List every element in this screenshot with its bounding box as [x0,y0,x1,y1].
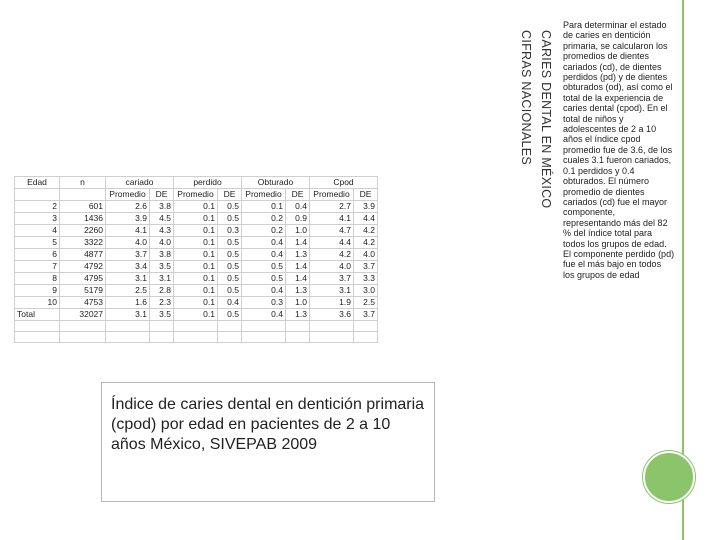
cell-cpod-de: 4.4 [354,213,378,225]
cell-n: 4795 [60,273,106,285]
cell-edad: 5 [15,237,60,249]
cell-obturado-de: 1.0 [286,225,310,237]
cell-cpod-promedio: 4.7 [310,225,354,237]
accent-circle [643,451,695,503]
subheader-empty [60,189,106,201]
cell-cariado-promedio: 2.5 [106,285,150,297]
cell-obturado-promedio: 0.5 [242,261,286,273]
cell-n: 4877 [60,249,106,261]
cell-cariado-promedio: 3.7 [106,249,150,261]
cell-cpod-de: 3.0 [354,285,378,297]
caries-table [14,176,378,343]
cell-obturado-promedio: 0.2 [242,213,286,225]
header-cariado: cariado [106,177,174,189]
cell-edad: 9 [15,285,60,297]
cell-cpod-de: 3.9 [354,201,378,213]
subheader-promedio: Promedio [174,189,218,201]
header-cpod: Cpod [310,177,378,189]
table-row [15,261,378,273]
cell-cariado-promedio: 3.9 [106,213,150,225]
cell-perdido-de: 0.5 [218,261,242,273]
total-cariado-de: 3.5 [150,309,174,321]
header-perdido: perdido [174,177,242,189]
cell-cariado-promedio: 3.4 [106,261,150,273]
cell-perdido-promedio: 0.1 [174,225,218,237]
cell-perdido-promedio: 0.1 [174,273,218,285]
header-obturado: Obturado [242,177,310,189]
table-row [15,249,378,261]
table-caption: Índice de caries dental en dentición primaria (cpod) por edad en pacientes de 2 a 10 años México, SIVEPAB 2009 [111,396,425,453]
cell-edad: 4 [15,225,60,237]
cell-cpod-de: 4.2 [354,237,378,249]
table-row [15,273,378,285]
cell-cariado-promedio: 4.1 [106,225,150,237]
cell-obturado-de: 1.3 [286,285,310,297]
cell-n: 2260 [60,225,106,237]
subheader-empty [15,189,60,201]
cell-cpod-promedio: 4.2 [310,249,354,261]
cell-obturado-de: 1.3 [286,249,310,261]
total-obturado-promedio: 0.4 [242,309,286,321]
header-edad: Edad [15,177,60,189]
title-line-2: CIFRAS NACIONALES [519,30,533,165]
cell-perdido-de: 0.5 [218,213,242,225]
table-row [15,285,378,297]
cell-obturado-promedio: 0.2 [242,225,286,237]
cell-obturado-de: 1.4 [286,237,310,249]
cell-cpod-promedio: 3.7 [310,273,354,285]
cell-edad: 3 [15,213,60,225]
cell-edad: 2 [15,201,60,213]
cell-cpod-promedio: 2.7 [310,201,354,213]
cell-cpod-promedio: 4.0 [310,261,354,273]
cell-cariado-de: 2.8 [150,285,174,297]
total-cpod-de: 3.7 [354,309,378,321]
table-body [15,201,378,309]
table-row [15,237,378,249]
cell-perdido-de: 0.5 [218,273,242,285]
cell-cpod-de: 3.7 [354,261,378,273]
cell-edad: 7 [15,261,60,273]
vertical-title [513,30,558,238]
cell-cpod-de: 3.3 [354,273,378,285]
total-cariado-promedio: 3.1 [106,309,150,321]
table-blank-row [15,321,378,332]
cell-cariado-de: 3.8 [150,201,174,213]
subheader-de: DE [218,189,242,201]
total-label: Total [15,309,60,321]
cell-perdido-promedio: 0.1 [174,213,218,225]
cell-obturado-de: 1.4 [286,261,310,273]
cell-cariado-de: 2.3 [150,297,174,309]
cell-cariado-promedio: 3.1 [106,273,150,285]
cell-cariado-de: 4.3 [150,225,174,237]
cell-perdido-de: 0.5 [218,201,242,213]
cell-n: 601 [60,201,106,213]
cell-cpod-de: 4.2 [354,225,378,237]
cell-obturado-de: 1.4 [286,273,310,285]
cell-obturado-promedio: 0.3 [242,297,286,309]
cell-perdido-de: 0.5 [218,237,242,249]
table-row [15,201,378,213]
subheader-promedio: Promedio [310,189,354,201]
subheader-de: DE [286,189,310,201]
cell-cariado-de: 3.5 [150,261,174,273]
cell-n: 4792 [60,261,106,273]
table-row [15,213,378,225]
cell-n: 4753 [60,297,106,309]
total-perdido-promedio: 0.1 [174,309,218,321]
cell-cariado-de: 4.0 [150,237,174,249]
cell-edad: 10 [15,297,60,309]
cell-obturado-promedio: 0.4 [242,249,286,261]
table-row [15,297,378,309]
table-subheader-row [15,189,378,201]
description-panel [563,20,675,280]
cell-cariado-de: 3.8 [150,249,174,261]
cell-obturado-de: 0.4 [286,201,310,213]
cell-obturado-de: 0.9 [286,213,310,225]
cell-perdido-de: 0.4 [218,297,242,309]
total-cpod-promedio: 3.6 [310,309,354,321]
cell-perdido-promedio: 0.1 [174,201,218,213]
header-n: n [60,177,106,189]
cell-perdido-promedio: 0.1 [174,249,218,261]
subheader-de: DE [150,189,174,201]
subheader-de: DE [354,189,378,201]
table-blank-row [15,332,378,343]
table-header-row [15,177,378,189]
cell-cariado-promedio: 4.0 [106,237,150,249]
cell-obturado-promedio: 0.1 [242,201,286,213]
cell-perdido-promedio: 0.1 [174,237,218,249]
cell-obturado-promedio: 0.5 [242,273,286,285]
caption-box [101,382,435,502]
cell-cariado-de: 3.1 [150,273,174,285]
total-obturado-de: 1.3 [286,309,310,321]
cell-perdido-de: 0.3 [218,225,242,237]
cell-cariado-de: 4.5 [150,213,174,225]
cell-perdido-promedio: 0.1 [174,261,218,273]
cell-cpod-de: 2.5 [354,297,378,309]
cell-cpod-promedio: 4.4 [310,237,354,249]
cell-perdido-promedio: 0.1 [174,297,218,309]
cell-n: 3322 [60,237,106,249]
total-n: 32027 [60,309,106,321]
total-perdido-de: 0.5 [218,309,242,321]
title-line-1: CARIES DENTAL EN MÉXICO [539,30,553,209]
cell-edad: 6 [15,249,60,261]
cell-obturado-de: 1.0 [286,297,310,309]
cell-edad: 8 [15,273,60,285]
cell-cpod-promedio: 1.9 [310,297,354,309]
cell-cpod-promedio: 4.1 [310,213,354,225]
cell-cpod-promedio: 3.1 [310,285,354,297]
cell-n: 5179 [60,285,106,297]
cell-cariado-promedio: 2.6 [106,201,150,213]
cell-perdido-de: 0.5 [218,249,242,261]
cell-obturado-promedio: 0.4 [242,237,286,249]
description-text: Para determinar el estado de caries en dentición primaria, se calcularon los promedios de dientes cariados (cd), de dientes perdidos (pd) y de dientes obturados (od), así como el total de la experiencia de caries dental (cpod). En el total de niños y adolescentes de 2 a 10 años el índice cpod promedio fue de 3.6, de los cuales 3.1 fueron cariados, 0.1 perdidos y 0.4 obturados. El número promedio de dientes cariados (cd) fue el mayor componente, representando más del 82 % del índice total para todos los grupos de edad. El componente perdido (pd) fue el más bajo en todos los grupos de edad [563,20,675,280]
cell-cariado-promedio: 1.6 [106,297,150,309]
table-row-total [15,309,378,321]
subheader-promedio: Promedio [106,189,150,201]
cell-perdido-de: 0.5 [218,285,242,297]
cell-n: 1436 [60,213,106,225]
cell-obturado-promedio: 0.4 [242,285,286,297]
table-row [15,225,378,237]
cell-perdido-promedio: 0.1 [174,285,218,297]
cell-cpod-de: 4.0 [354,249,378,261]
subheader-promedio: Promedio [242,189,286,201]
